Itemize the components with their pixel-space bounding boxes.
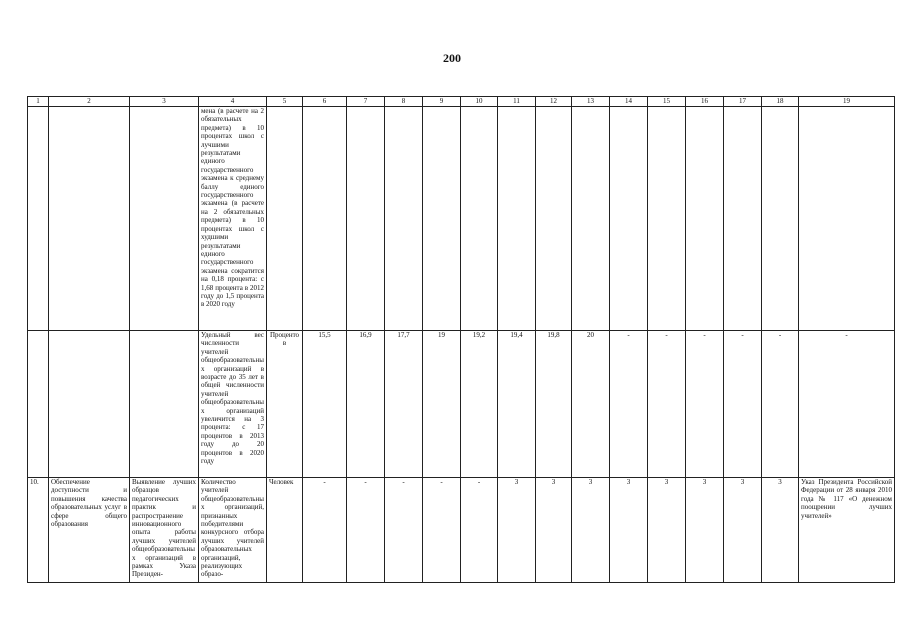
column-number-row	[28, 97, 895, 107]
measure-description	[130, 107, 199, 331]
column-number: 13	[572, 97, 610, 107]
page-number: 200	[443, 51, 461, 65]
value-cell	[423, 107, 461, 331]
indicator-text: мена (в расчете на 2 обязательных предмета) в 10 процентах школ с лучшими результатами единого государственного экзамена к среднему баллу единого государственного экзамена (в расчете на 2 обязательных предмета) в 10 процентах школ с худшими результатами единого государственного экзамена сократится на 0,18 процента: с 1,68 процента в 2012 году до 1,5 процента в 2020 году	[199, 107, 267, 331]
value-cell	[762, 107, 799, 331]
value-cell: 19,8	[536, 331, 572, 478]
value-cell	[648, 107, 686, 331]
column-number: 5	[267, 97, 303, 107]
value-cell: 3	[536, 478, 572, 583]
value-cell: -	[385, 478, 423, 583]
indicators-table	[27, 96, 895, 583]
column-number: 14	[610, 97, 648, 107]
value-cell: -	[724, 331, 762, 478]
column-number: 17	[724, 97, 762, 107]
value-cell: 3	[762, 478, 799, 583]
column-number: 2	[49, 97, 130, 107]
event-name	[49, 107, 130, 331]
measure-description: Выявление лучших образцов педагогических практик и распространение инновационного опыта работы лучших учителей общеобразовательных организаций в рамках Указа Президен-	[130, 478, 199, 583]
column-number: 8	[385, 97, 423, 107]
unit-cell: Человек	[267, 478, 303, 583]
column-number: 19	[799, 97, 895, 107]
column-number: 3	[130, 97, 199, 107]
value-cell: 19	[423, 331, 461, 478]
row-number: 10.	[28, 478, 49, 583]
value-cell	[347, 107, 385, 331]
column-number: 4	[199, 97, 267, 107]
measure-description	[130, 331, 199, 478]
value-cell	[385, 107, 423, 331]
value-cell: -	[762, 331, 799, 478]
legal-basis-cell	[799, 107, 895, 331]
unit-cell	[267, 107, 303, 331]
value-cell: -	[423, 478, 461, 583]
value-cell	[610, 107, 648, 331]
value-cell: 15,5	[303, 331, 347, 478]
value-cell: -	[303, 478, 347, 583]
row-number	[28, 107, 49, 331]
table-row	[28, 331, 895, 478]
column-number: 12	[536, 97, 572, 107]
value-cell	[686, 107, 724, 331]
value-cell: -	[686, 331, 724, 478]
table-row	[28, 478, 895, 583]
indicator-text: Количество учителей общеобразовательных организаций, признанных победителями конкурсного отбора лучших учителей образовательных организаций, реализующих образо-	[199, 478, 267, 583]
value-cell: 19,2	[461, 331, 498, 478]
value-cell	[536, 107, 572, 331]
value-cell: 3	[498, 478, 536, 583]
column-number: 9	[423, 97, 461, 107]
column-number: 16	[686, 97, 724, 107]
legal-basis-cell: Указ Президента Российской Федерации от 28 января 2010 года № 117 «О денежном поощрении лучших учителей»	[799, 478, 895, 583]
event-name	[49, 331, 130, 478]
value-cell: 3	[686, 478, 724, 583]
value-cell: -	[461, 478, 498, 583]
column-number: 6	[303, 97, 347, 107]
value-cell	[303, 107, 347, 331]
row-number	[28, 331, 49, 478]
column-number: 1	[28, 97, 49, 107]
value-cell: 16,9	[347, 331, 385, 478]
value-cell: 19,4	[498, 331, 536, 478]
value-cell	[572, 107, 610, 331]
column-number: 7	[347, 97, 385, 107]
value-cell: 3	[724, 478, 762, 583]
value-cell: 20	[572, 331, 610, 478]
value-cell	[724, 107, 762, 331]
value-cell: 3	[610, 478, 648, 583]
value-cell: -	[648, 331, 686, 478]
value-cell	[498, 107, 536, 331]
column-number: 15	[648, 97, 686, 107]
unit-cell: Процентов	[267, 331, 303, 478]
value-cell: 3	[648, 478, 686, 583]
column-number: 18	[762, 97, 799, 107]
event-name: Обеспечение доступности и повышения качества образовательных услуг в сфере общего образования	[49, 478, 130, 583]
column-number: 11	[498, 97, 536, 107]
value-cell: 17,7	[385, 331, 423, 478]
value-cell: 3	[572, 478, 610, 583]
value-cell	[461, 107, 498, 331]
column-number: 10	[461, 97, 498, 107]
legal-basis-cell: -	[799, 331, 895, 478]
indicator-text: Удельный вес численности учителей общеобразовательных организаций в возрасте до 35 лет в общей численности учителей общеобразовательных организаций увеличится на 3 процента: с 17 процентов в 2013 году до 20 процентов в 2020 году	[199, 331, 267, 478]
value-cell: -	[610, 331, 648, 478]
value-cell: -	[347, 478, 385, 583]
table-row	[28, 107, 895, 331]
